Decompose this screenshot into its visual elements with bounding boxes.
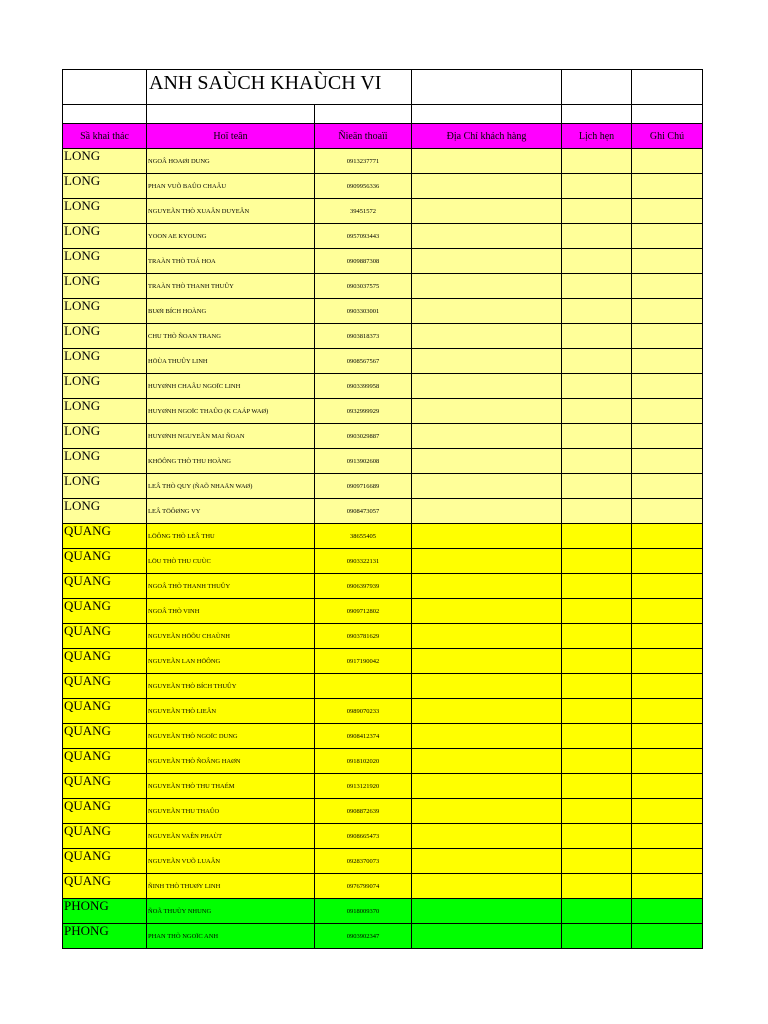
address-cell[interactable]: [412, 249, 562, 274]
header-row: [63, 124, 703, 149]
source-cell[interactable]: QUANG: [63, 649, 147, 674]
source-cell[interactable]: LONG: [63, 449, 147, 474]
appointment-cell[interactable]: [562, 649, 632, 674]
note-cell[interactable]: [632, 899, 703, 924]
phone-cell[interactable]: 0903037575: [315, 274, 412, 299]
table-row: [63, 224, 703, 249]
table-row: [63, 749, 703, 774]
table-row: [63, 599, 703, 624]
address-cell[interactable]: [412, 824, 562, 849]
phone-cell[interactable]: 0903322131: [315, 549, 412, 574]
name-cell[interactable]: NGUYEÃN THÒ ÑOÂNG HAØN: [147, 749, 315, 774]
address-cell[interactable]: [412, 324, 562, 349]
note-cell[interactable]: [632, 674, 703, 699]
note-cell[interactable]: [632, 374, 703, 399]
address-cell[interactable]: [412, 349, 562, 374]
appointment-cell[interactable]: [562, 374, 632, 399]
phone-cell[interactable]: 0909887308: [315, 249, 412, 274]
address-cell[interactable]: [412, 549, 562, 574]
name-cell[interactable]: LEÂ THÒ QUY (ÑAÕ NHAÄN WAØ): [147, 474, 315, 499]
address-cell[interactable]: [412, 224, 562, 249]
table-row: [63, 524, 703, 549]
note-cell[interactable]: [632, 524, 703, 549]
note-cell[interactable]: [632, 824, 703, 849]
table-row: [63, 799, 703, 824]
address-cell[interactable]: [412, 624, 562, 649]
table-row: [63, 674, 703, 699]
appointment-cell[interactable]: [562, 424, 632, 449]
appointment-cell[interactable]: [562, 449, 632, 474]
title-row: [63, 70, 703, 105]
note-cell[interactable]: [632, 924, 703, 949]
table-row: [63, 249, 703, 274]
header-appointment[interactable]: Lịch hẹn: [562, 124, 632, 149]
appointment-cell[interactable]: [562, 699, 632, 724]
phone-cell[interactable]: 0918102020: [315, 749, 412, 774]
name-cell[interactable]: LÖU THÒ THU CUÙC: [147, 549, 315, 574]
source-cell[interactable]: LONG: [63, 299, 147, 324]
header-note[interactable]: Ghi Chú: [632, 124, 703, 149]
source-cell[interactable]: LONG: [63, 424, 147, 449]
name-cell[interactable]: NGUYEÃN VAÊN PHAÙT: [147, 824, 315, 849]
phone-cell[interactable]: 0908473057: [315, 499, 412, 524]
appointment-cell[interactable]: [562, 349, 632, 374]
table-row: [63, 399, 703, 424]
appointment-cell[interactable]: [562, 399, 632, 424]
cell[interactable]: [632, 70, 703, 105]
source-cell[interactable]: PHONG: [63, 924, 147, 949]
name-cell[interactable]: KHÖÔNG THÒ THU HOÀNG: [147, 449, 315, 474]
table-row: [63, 174, 703, 199]
appointment-cell[interactable]: [562, 824, 632, 849]
name-cell[interactable]: NGUYEÃN THU THAÛO: [147, 799, 315, 824]
name-cell[interactable]: HUYØNH NGUYEÃN MAI ÑOAN: [147, 424, 315, 449]
address-cell[interactable]: [412, 674, 562, 699]
source-cell[interactable]: LONG: [63, 349, 147, 374]
sheet-title: ANH SAÙCH KHAÙCH VI: [149, 72, 382, 94]
appointment-cell[interactable]: [562, 549, 632, 574]
table-row: [63, 274, 703, 299]
note-cell[interactable]: [632, 749, 703, 774]
appointment-cell[interactable]: [562, 299, 632, 324]
note-cell[interactable]: [632, 149, 703, 174]
source-cell[interactable]: LONG: [63, 499, 147, 524]
note-cell[interactable]: [632, 424, 703, 449]
header-phone[interactable]: Ñieän thoaïi: [315, 124, 412, 149]
source-cell[interactable]: QUANG: [63, 774, 147, 799]
source-cell[interactable]: QUANG: [63, 674, 147, 699]
address-cell[interactable]: [412, 724, 562, 749]
appointment-cell[interactable]: [562, 674, 632, 699]
phone-cell[interactable]: 0928370073: [315, 849, 412, 874]
name-cell[interactable]: NGUYEÃN VUÕ LUAÂN: [147, 849, 315, 874]
source-cell[interactable]: LONG: [63, 224, 147, 249]
address-cell[interactable]: [412, 374, 562, 399]
appointment-cell[interactable]: [562, 149, 632, 174]
note-cell[interactable]: [632, 299, 703, 324]
name-cell[interactable]: PHAN THÒ NGOÏC ANH: [147, 924, 315, 949]
table-row: [63, 374, 703, 399]
note-cell[interactable]: [632, 224, 703, 249]
address-cell[interactable]: [412, 849, 562, 874]
name-cell[interactable]: HÖÙA THUÛY LINH: [147, 349, 315, 374]
phone-cell[interactable]: 0903781629: [315, 624, 412, 649]
appointment-cell[interactable]: [562, 274, 632, 299]
table-row: [63, 449, 703, 474]
note-cell[interactable]: [632, 399, 703, 424]
address-cell[interactable]: [412, 424, 562, 449]
source-cell[interactable]: LONG: [63, 374, 147, 399]
header-address[interactable]: Địa Chỉ khách hàng: [412, 124, 562, 149]
address-cell[interactable]: [412, 599, 562, 624]
table-row: [63, 849, 703, 874]
note-cell[interactable]: [632, 499, 703, 524]
note-cell[interactable]: [632, 849, 703, 874]
table-row: [63, 324, 703, 349]
note-cell[interactable]: [632, 199, 703, 224]
name-cell[interactable]: NGOÂ THÒ THANH THUÛY: [147, 574, 315, 599]
address-cell[interactable]: [412, 174, 562, 199]
cell[interactable]: [562, 70, 632, 105]
appointment-cell[interactable]: [562, 249, 632, 274]
note-cell[interactable]: [632, 774, 703, 799]
appointment-cell[interactable]: [562, 224, 632, 249]
name-cell[interactable]: PHAN VUÕ BAÛO CHAÂU: [147, 174, 315, 199]
table-row: [63, 149, 703, 174]
appointment-cell[interactable]: [562, 499, 632, 524]
table-row: [63, 899, 703, 924]
name-cell[interactable]: HUYØNH CHAÂU NGOÏC LINH: [147, 374, 315, 399]
cell[interactable]: [315, 105, 412, 124]
source-cell[interactable]: QUANG: [63, 574, 147, 599]
appointment-cell[interactable]: [562, 749, 632, 774]
phone-cell[interactable]: 0908412374: [315, 724, 412, 749]
table-row: [63, 699, 703, 724]
name-cell[interactable]: NGUYEÃN HÖÕU CHAÙNH: [147, 624, 315, 649]
address-cell[interactable]: [412, 449, 562, 474]
source-cell[interactable]: QUANG: [63, 599, 147, 624]
appointment-cell[interactable]: [562, 724, 632, 749]
address-cell[interactable]: [412, 749, 562, 774]
source-cell[interactable]: QUANG: [63, 624, 147, 649]
appointment-cell[interactable]: [562, 774, 632, 799]
phone-cell[interactable]: 0909956336: [315, 174, 412, 199]
table-row: [63, 574, 703, 599]
name-cell[interactable]: NGOÂ HOAØI DUNG: [147, 149, 315, 174]
table-row: [63, 724, 703, 749]
name-cell[interactable]: LEÂ TÖÔØNG VY: [147, 499, 315, 524]
title-cell[interactable]: [147, 70, 412, 105]
source-cell[interactable]: QUANG: [63, 549, 147, 574]
table-row: [63, 624, 703, 649]
source-cell[interactable]: PHONG: [63, 899, 147, 924]
customer-sheet: [62, 69, 703, 949]
phone-cell[interactable]: 0957093443: [315, 224, 412, 249]
table-row: [63, 874, 703, 899]
address-cell[interactable]: [412, 774, 562, 799]
table-row: [63, 549, 703, 574]
phone-cell[interactable]: 0913121920: [315, 774, 412, 799]
appointment-cell[interactable]: [562, 474, 632, 499]
appointment-cell[interactable]: [562, 524, 632, 549]
source-cell[interactable]: QUANG: [63, 849, 147, 874]
appointment-cell[interactable]: [562, 624, 632, 649]
address-cell[interactable]: [412, 474, 562, 499]
note-cell[interactable]: [632, 599, 703, 624]
note-cell[interactable]: [632, 449, 703, 474]
phone-cell[interactable]: 0932999929: [315, 399, 412, 424]
name-cell[interactable]: TRAÀN THÒ TOÁ HOA: [147, 249, 315, 274]
phone-cell[interactable]: 0906397939: [315, 574, 412, 599]
name-cell[interactable]: ÑINH THÒ THUØY LINH: [147, 874, 315, 899]
source-cell[interactable]: LONG: [63, 199, 147, 224]
source-cell[interactable]: QUANG: [63, 824, 147, 849]
cell[interactable]: [632, 105, 703, 124]
address-cell[interactable]: [412, 499, 562, 524]
address-cell[interactable]: [412, 874, 562, 899]
name-cell[interactable]: NGUYEÃN THÒ LIEÂN: [147, 699, 315, 724]
appointment-cell[interactable]: [562, 174, 632, 199]
note-cell[interactable]: [632, 174, 703, 199]
name-cell[interactable]: NGUYEÃN THÒ BÍCH THUÛY: [147, 674, 315, 699]
name-cell[interactable]: NGUYEÃN LAN HÖÔNG: [147, 649, 315, 674]
table-row: [63, 499, 703, 524]
address-cell[interactable]: [412, 699, 562, 724]
phone-cell[interactable]: 0909716689: [315, 474, 412, 499]
note-cell[interactable]: [632, 699, 703, 724]
blank-row: [63, 105, 703, 124]
table-row: [63, 299, 703, 324]
appointment-cell[interactable]: [562, 924, 632, 949]
table-row: [63, 924, 703, 949]
cell[interactable]: [412, 105, 562, 124]
source-cell[interactable]: LONG: [63, 399, 147, 424]
note-cell[interactable]: [632, 724, 703, 749]
source-cell[interactable]: LONG: [63, 149, 147, 174]
note-cell[interactable]: [632, 649, 703, 674]
table-row: [63, 424, 703, 449]
note-cell[interactable]: [632, 799, 703, 824]
address-cell[interactable]: [412, 574, 562, 599]
source-cell[interactable]: QUANG: [63, 699, 147, 724]
address-cell[interactable]: [412, 524, 562, 549]
phone-cell[interactable]: 0903303001: [315, 299, 412, 324]
appointment-cell[interactable]: [562, 599, 632, 624]
source-cell[interactable]: QUANG: [63, 524, 147, 549]
note-cell[interactable]: [632, 349, 703, 374]
source-cell[interactable]: QUANG: [63, 874, 147, 899]
cell[interactable]: [63, 105, 147, 124]
address-cell[interactable]: [412, 399, 562, 424]
appointment-cell[interactable]: [562, 574, 632, 599]
source-cell[interactable]: LONG: [63, 324, 147, 349]
address-cell[interactable]: [412, 649, 562, 674]
note-cell[interactable]: [632, 324, 703, 349]
source-cell[interactable]: LONG: [63, 249, 147, 274]
phone-cell[interactable]: 0918009370: [315, 899, 412, 924]
note-cell[interactable]: [632, 574, 703, 599]
table-row: [63, 824, 703, 849]
address-cell[interactable]: [412, 274, 562, 299]
appointment-cell[interactable]: [562, 199, 632, 224]
source-cell[interactable]: QUANG: [63, 724, 147, 749]
note-cell[interactable]: [632, 249, 703, 274]
appointment-cell[interactable]: [562, 849, 632, 874]
phone-cell[interactable]: 0908665473: [315, 824, 412, 849]
note-cell[interactable]: [632, 474, 703, 499]
phone-cell[interactable]: 0903029887: [315, 424, 412, 449]
cell[interactable]: [412, 70, 562, 105]
phone-cell[interactable]: 39451572: [315, 199, 412, 224]
phone-cell[interactable]: 0903902347: [315, 924, 412, 949]
cell[interactable]: [63, 70, 147, 105]
source-cell[interactable]: QUANG: [63, 799, 147, 824]
note-cell[interactable]: [632, 274, 703, 299]
address-cell[interactable]: [412, 199, 562, 224]
appointment-cell[interactable]: [562, 874, 632, 899]
table-row: [63, 349, 703, 374]
name-cell[interactable]: BUØI BÍCH HOÀNG: [147, 299, 315, 324]
address-cell[interactable]: [412, 924, 562, 949]
cell[interactable]: [562, 105, 632, 124]
appointment-cell[interactable]: [562, 799, 632, 824]
name-cell[interactable]: HUYØNH NGOÏC THAÛO (K CAÁP WAØ): [147, 399, 315, 424]
phone-cell[interactable]: 38655405: [315, 524, 412, 549]
phone-cell[interactable]: 0917190042: [315, 649, 412, 674]
note-cell[interactable]: [632, 624, 703, 649]
source-cell[interactable]: LONG: [63, 274, 147, 299]
table-row: [63, 199, 703, 224]
note-cell[interactable]: [632, 874, 703, 899]
phone-cell[interactable]: 0989070233: [315, 699, 412, 724]
header-source[interactable]: Sầ khai thác: [63, 124, 147, 149]
phone-cell[interactable]: 0903399958: [315, 374, 412, 399]
name-cell[interactable]: TRAÀN THÒ THANH THUÛY: [147, 274, 315, 299]
name-cell[interactable]: CHU THÒ ÑOAN TRANG: [147, 324, 315, 349]
address-cell[interactable]: [412, 799, 562, 824]
header-name[interactable]: Hoï teân: [147, 124, 315, 149]
table-row: [63, 774, 703, 799]
appointment-cell[interactable]: [562, 324, 632, 349]
source-cell[interactable]: QUANG: [63, 749, 147, 774]
phone-cell[interactable]: 0913902608: [315, 449, 412, 474]
phone-cell[interactable]: 0976799074: [315, 874, 412, 899]
phone-cell[interactable]: 0913237771: [315, 149, 412, 174]
name-cell[interactable]: NGOÂ THÒ VINH: [147, 599, 315, 624]
phone-cell[interactable]: [315, 674, 412, 699]
source-cell[interactable]: LONG: [63, 474, 147, 499]
table-row: [63, 474, 703, 499]
phone-cell[interactable]: 0908872639: [315, 799, 412, 824]
phone-cell[interactable]: 0909712802: [315, 599, 412, 624]
appointment-cell[interactable]: [562, 899, 632, 924]
name-cell[interactable]: ÑOÃ THUÙY NHUNG: [147, 899, 315, 924]
phone-cell[interactable]: 0908567567: [315, 349, 412, 374]
address-cell[interactable]: [412, 899, 562, 924]
address-cell[interactable]: [412, 149, 562, 174]
name-cell[interactable]: YOON AE KYOUNG: [147, 224, 315, 249]
name-cell[interactable]: NGUYEÃN THÒ XUAÂN DUYEÂN: [147, 199, 315, 224]
name-cell[interactable]: NGUYEÃN THÒ NGOÏC DUNG: [147, 724, 315, 749]
name-cell[interactable]: LÖÔNG THÒ LEÂ THU: [147, 524, 315, 549]
address-cell[interactable]: [412, 299, 562, 324]
cell[interactable]: [147, 105, 315, 124]
phone-cell[interactable]: 0903818373: [315, 324, 412, 349]
source-cell[interactable]: LONG: [63, 174, 147, 199]
table-row: [63, 649, 703, 674]
name-cell[interactable]: NGUYEÃN THÒ THU THAÉM: [147, 774, 315, 799]
note-cell[interactable]: [632, 549, 703, 574]
